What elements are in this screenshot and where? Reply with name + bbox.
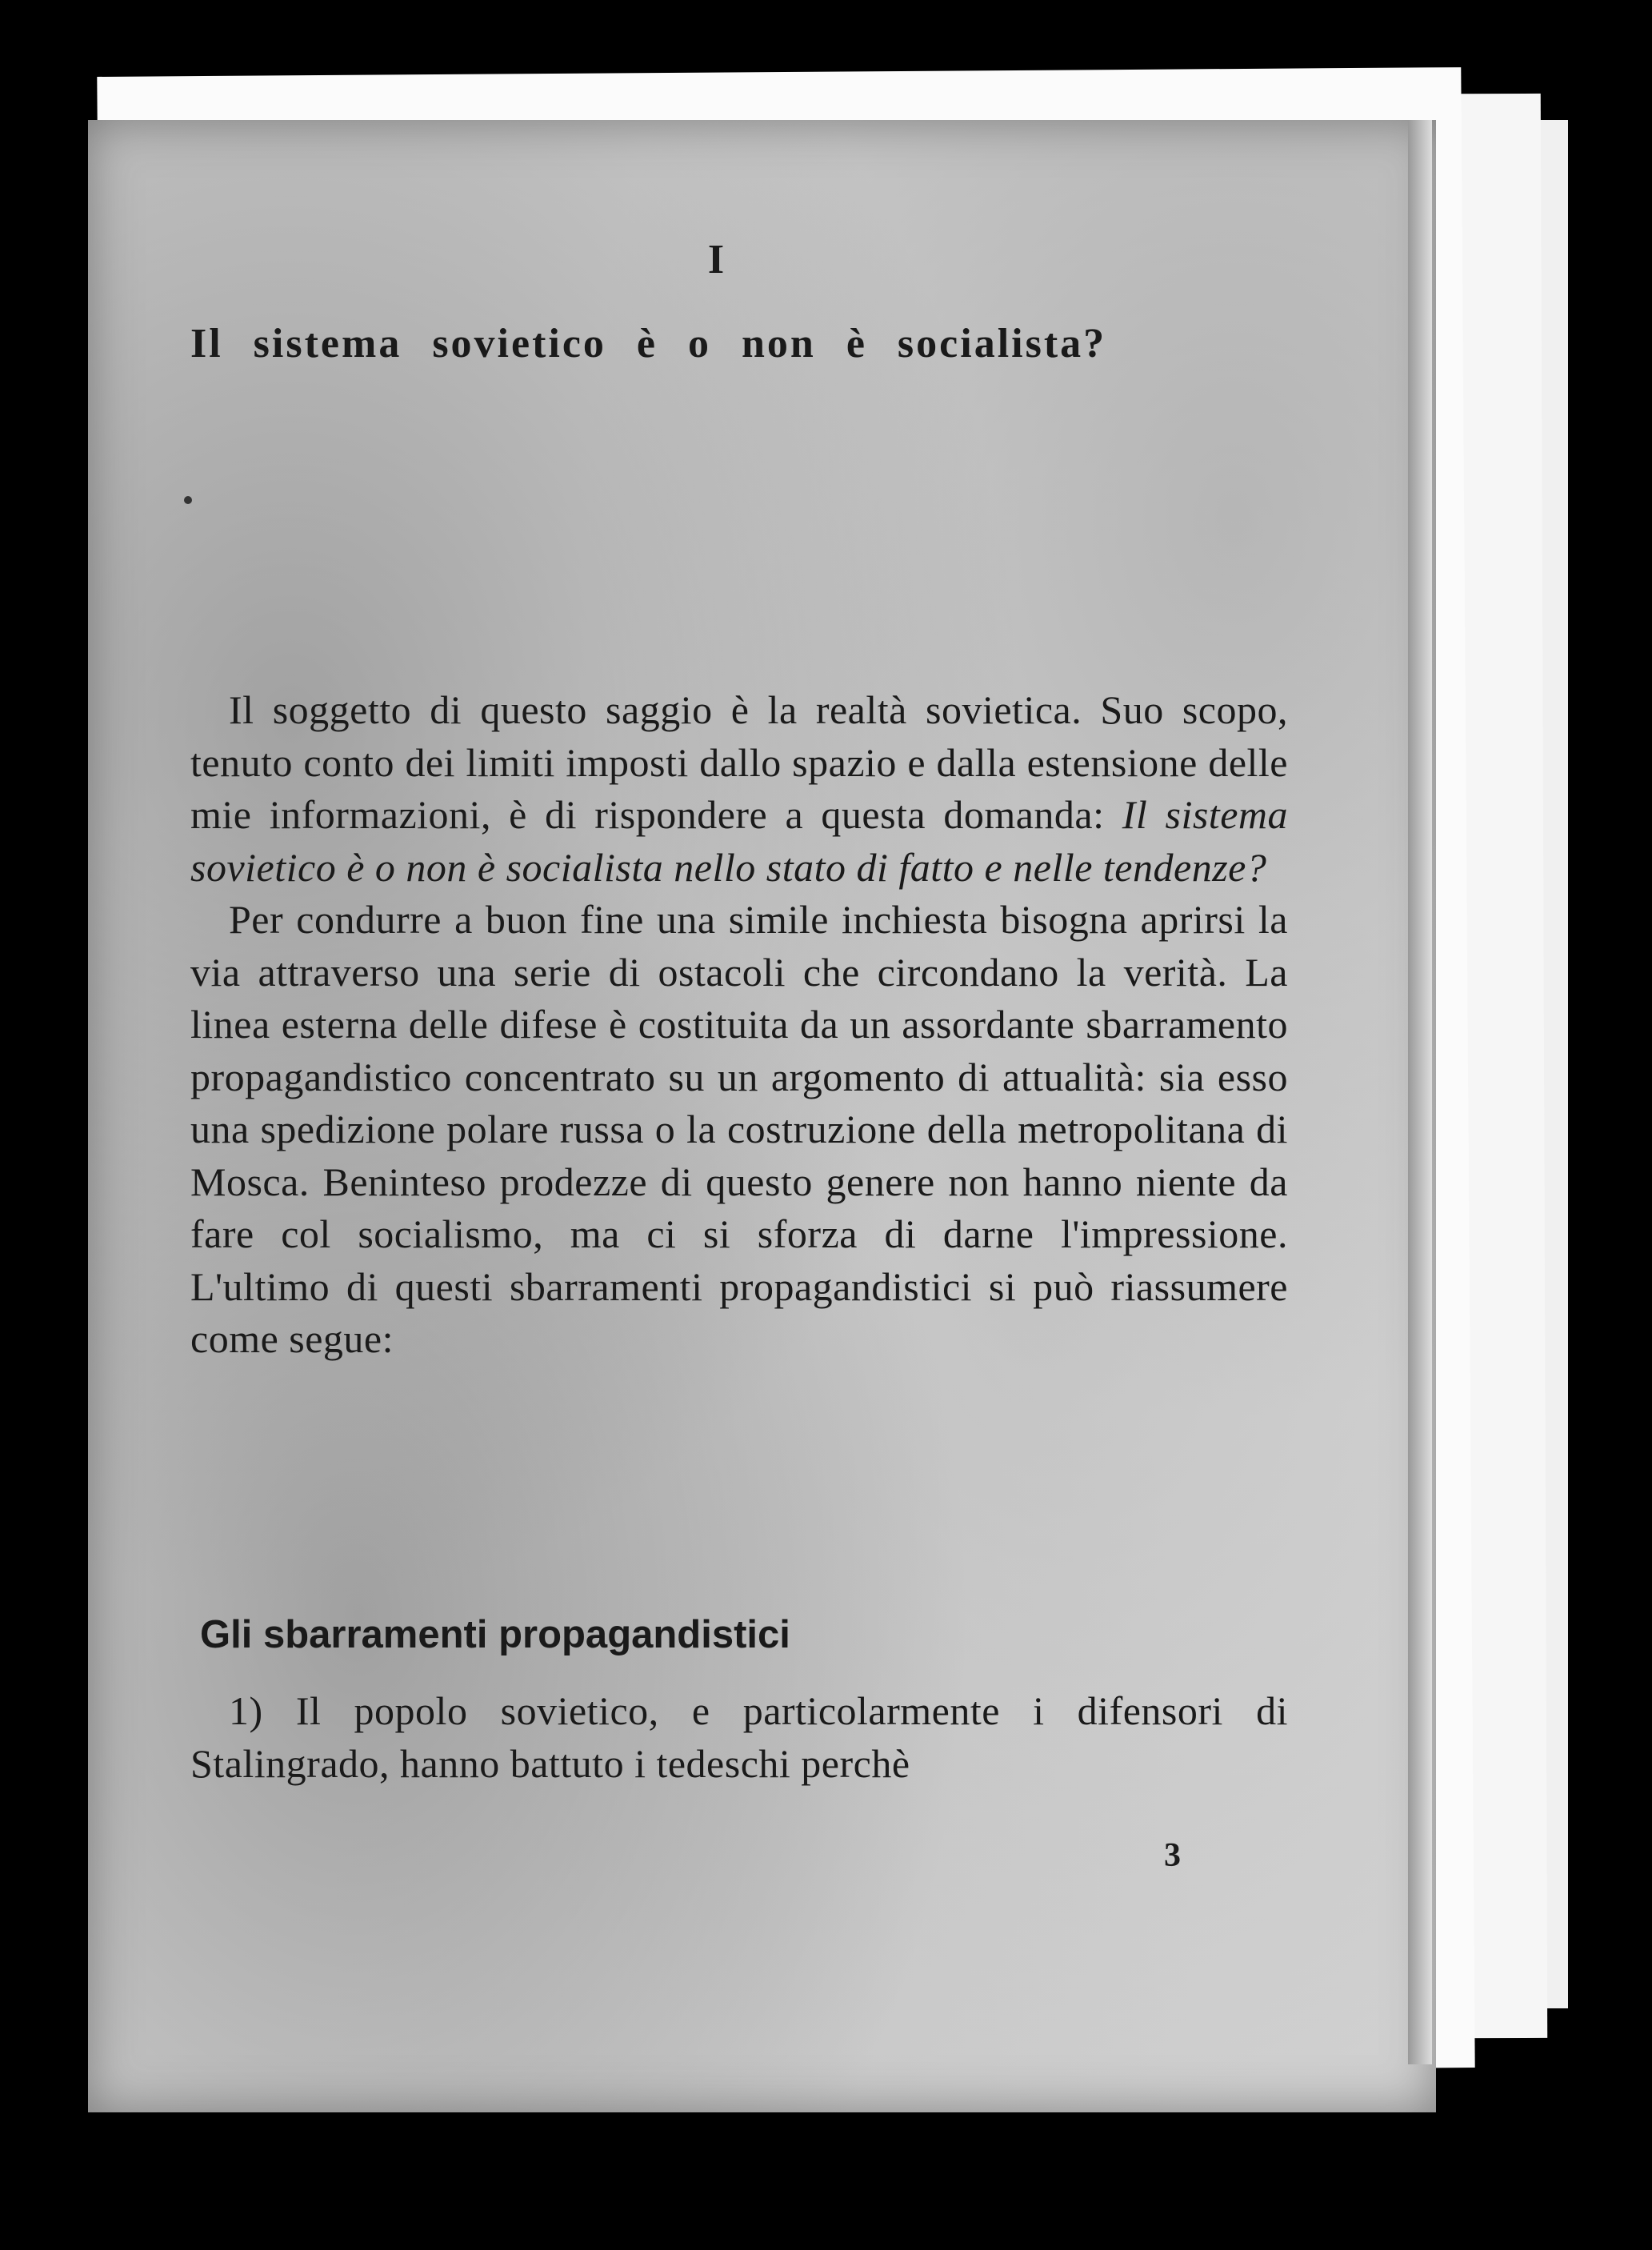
print-speck xyxy=(184,496,192,504)
section-text xyxy=(190,1684,1288,1790)
document-page xyxy=(88,120,1436,2112)
list-item: 1) Il popolo sovietico, e particolarmente i difensori di Stalingrado, hanno battuto i tedeschi perchè xyxy=(190,1688,1288,1786)
paragraph-2: Per condurre a buon fine una simile inchiesta bisogna aprirsi la via attraverso una serie di ostacoli che circondano la verità. La linea esterna delle difese è costituita da un assordante sbarramento propagandistico concentrato su un argomento di attualità: sia esso una spedizione polare russa o la costruzione della metropolitana di Mosca. Beninteso prodezze di questo genere non hanno niente da fare col socialismo, ma ci si sforza di darne l'impressione. L'ultimo di questi sbarramenti propagandistici si può riassumere come segue: xyxy=(190,897,1288,1361)
research-question: Il sistema sovietico è o non è socialista nello stato di fatto e nelle tendenze? xyxy=(190,792,1288,890)
page-content xyxy=(88,120,1436,2112)
page-number: 3 xyxy=(1164,1837,1181,1874)
section-heading: Gli sbarramenti propagandistici xyxy=(200,1613,790,1656)
paragraph-1 xyxy=(190,684,1288,894)
page-edge xyxy=(1408,120,1432,2064)
body-text xyxy=(190,684,1288,1366)
chapter-number: I xyxy=(707,237,725,282)
paragraph-1-text: Il soggetto di questo saggio è la realtà sovietica. Suo scopo, tenuto conto dei limiti imposti dallo spazio e dalla estensione delle mie informazioni, è di rispondere a questa domanda: xyxy=(190,687,1288,837)
chapter-title: Il sistema sovietico è o non è socialista? xyxy=(190,321,1107,366)
